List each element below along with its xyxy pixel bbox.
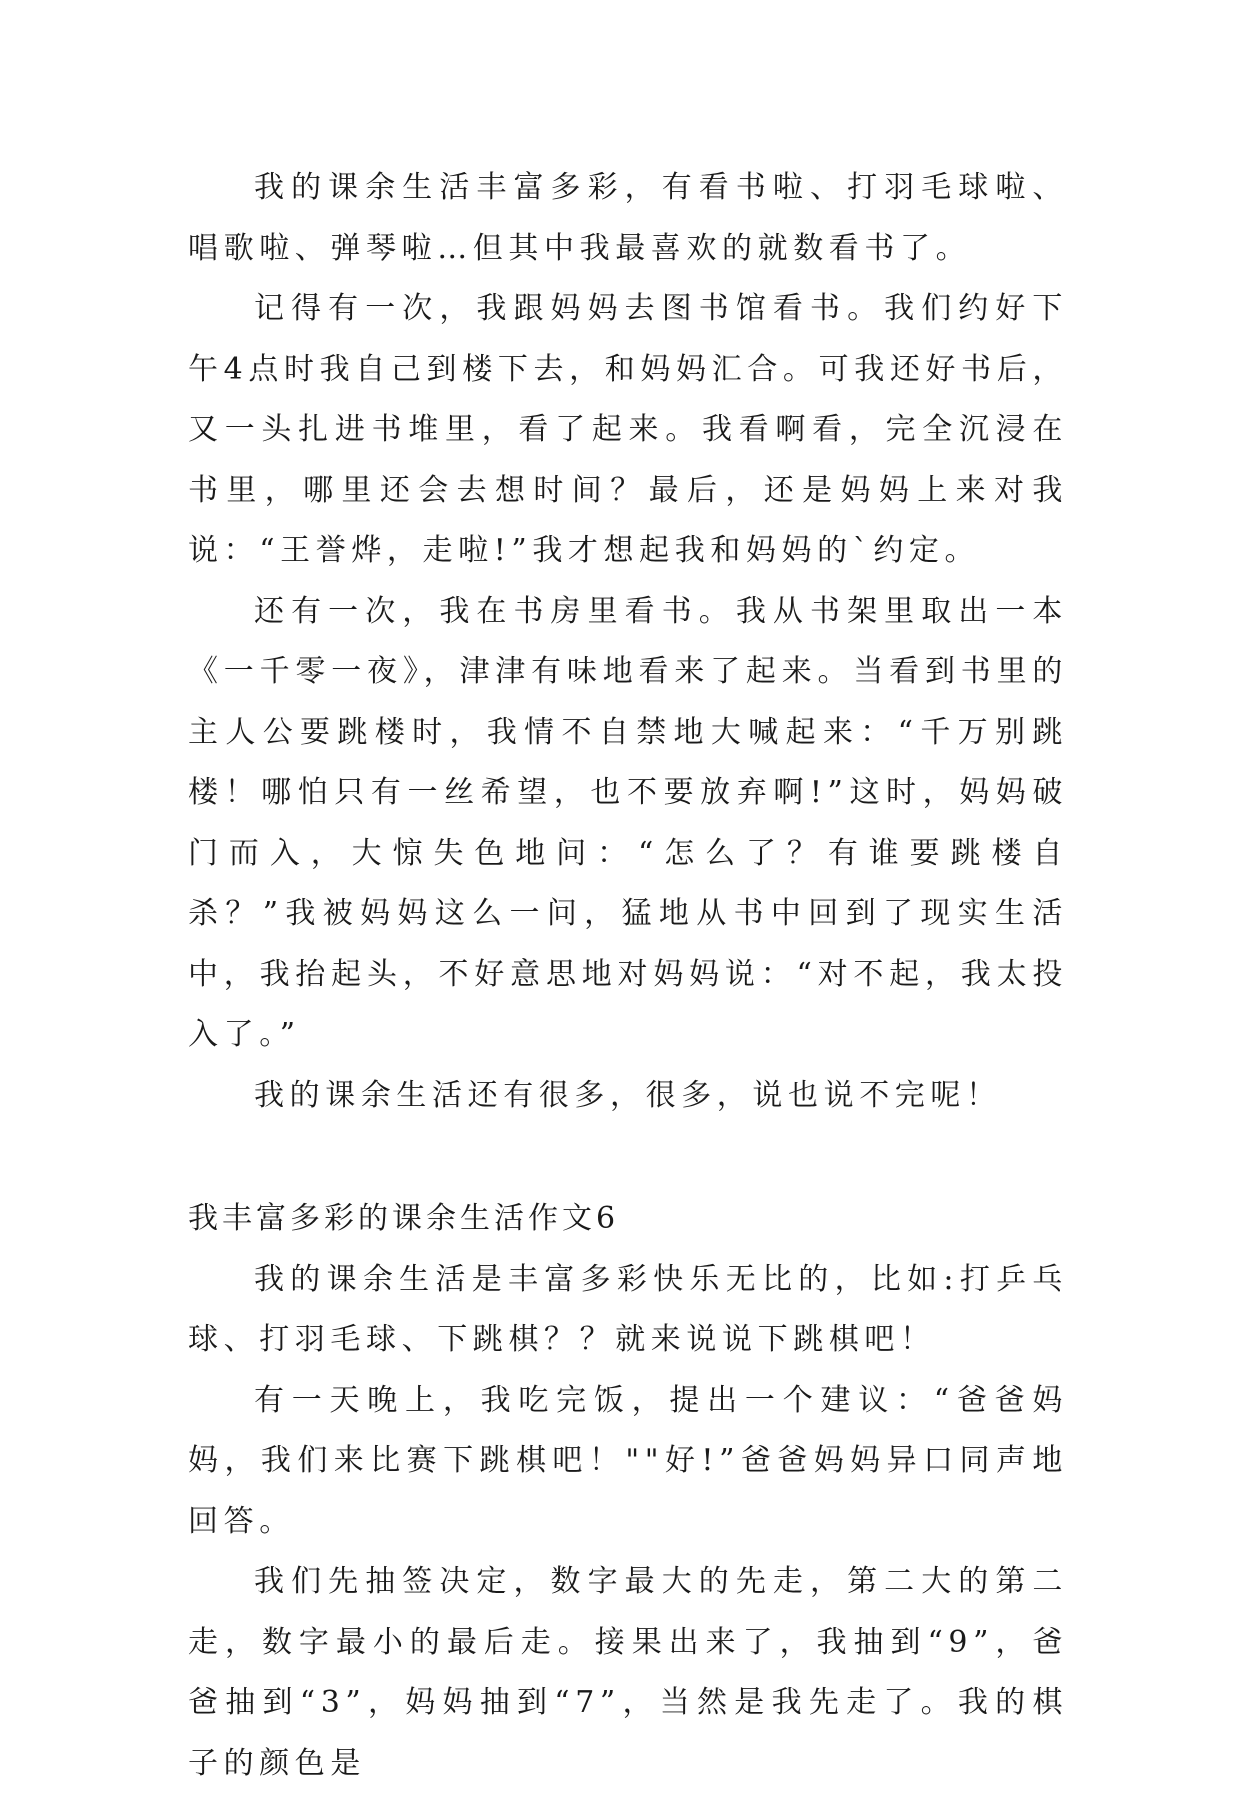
- essay6-paragraph-3: 我们先抽签决定，数字最大的先走，第二大的第二走，数字最小的最后走。接果出来了，我抽到“9”，爸爸抽到“3”，妈妈抽到“7”，当然是我先走了。我的棋子的颜色是: [188, 1564, 1068, 1781]
- essay5-paragraph-3: 还有一次，我在书房里看书。我从书架里取出一本《一千零一夜》，津津有味地看来了起来。当看到书里的主人公要跳楼时，我情不自禁地大喊起来：“千万别跳楼！哪怕只有一丝希望，也不要放弃啊!”这时，妈妈破门而入，大惊失色地问：“怎么了？有谁要跳楼自杀？”我被妈妈这么一问，猛地从书中回到了现实生活中，我抬起头，不好意思地对妈妈说：“对不起，我太投入了。”: [188, 593, 1068, 1052]
- essay6-paragraph-2: 有一天晚上，我吃完饭，提出一个建议：“爸爸妈妈，我们来比赛下跳棋吧！""好!”爸爸妈妈异口同声地回答。: [188, 1382, 1068, 1539]
- document-body: [188, 158, 1068, 1794]
- essay6-paragraph-1: 我的课余生活是丰富多彩快乐无比的，比如:打乒乓球、打羽毛球、下跳棋？？就来说说下跳棋吧！: [188, 1261, 1068, 1357]
- essay5-paragraph-4: 我的课余生活还有很多，很多，说也说不完呢！: [254, 1077, 1002, 1113]
- essay6-title: 我丰富多彩的课余生活作文6: [188, 1201, 620, 1236]
- essay5-paragraph-1: 我的课余生活丰富多彩，有看书啦、打羽毛球啦、唱歌啦、弹琴啦…但其中我最喜欢的就数看书了。: [188, 170, 1068, 266]
- essay5-paragraph-2: 记得有一次，我跟妈妈去图书馆看书。我们约好下午4点时我自己到楼下去，和妈妈汇合。可我还好书后，又一头扎进书堆里，看了起来。我看啊看，完全沉浸在书里，哪里还会去想时间？最后，还是妈妈上来对我说：“王誉烨，走啦!”我才想起我和妈妈的`约定。: [188, 291, 1068, 568]
